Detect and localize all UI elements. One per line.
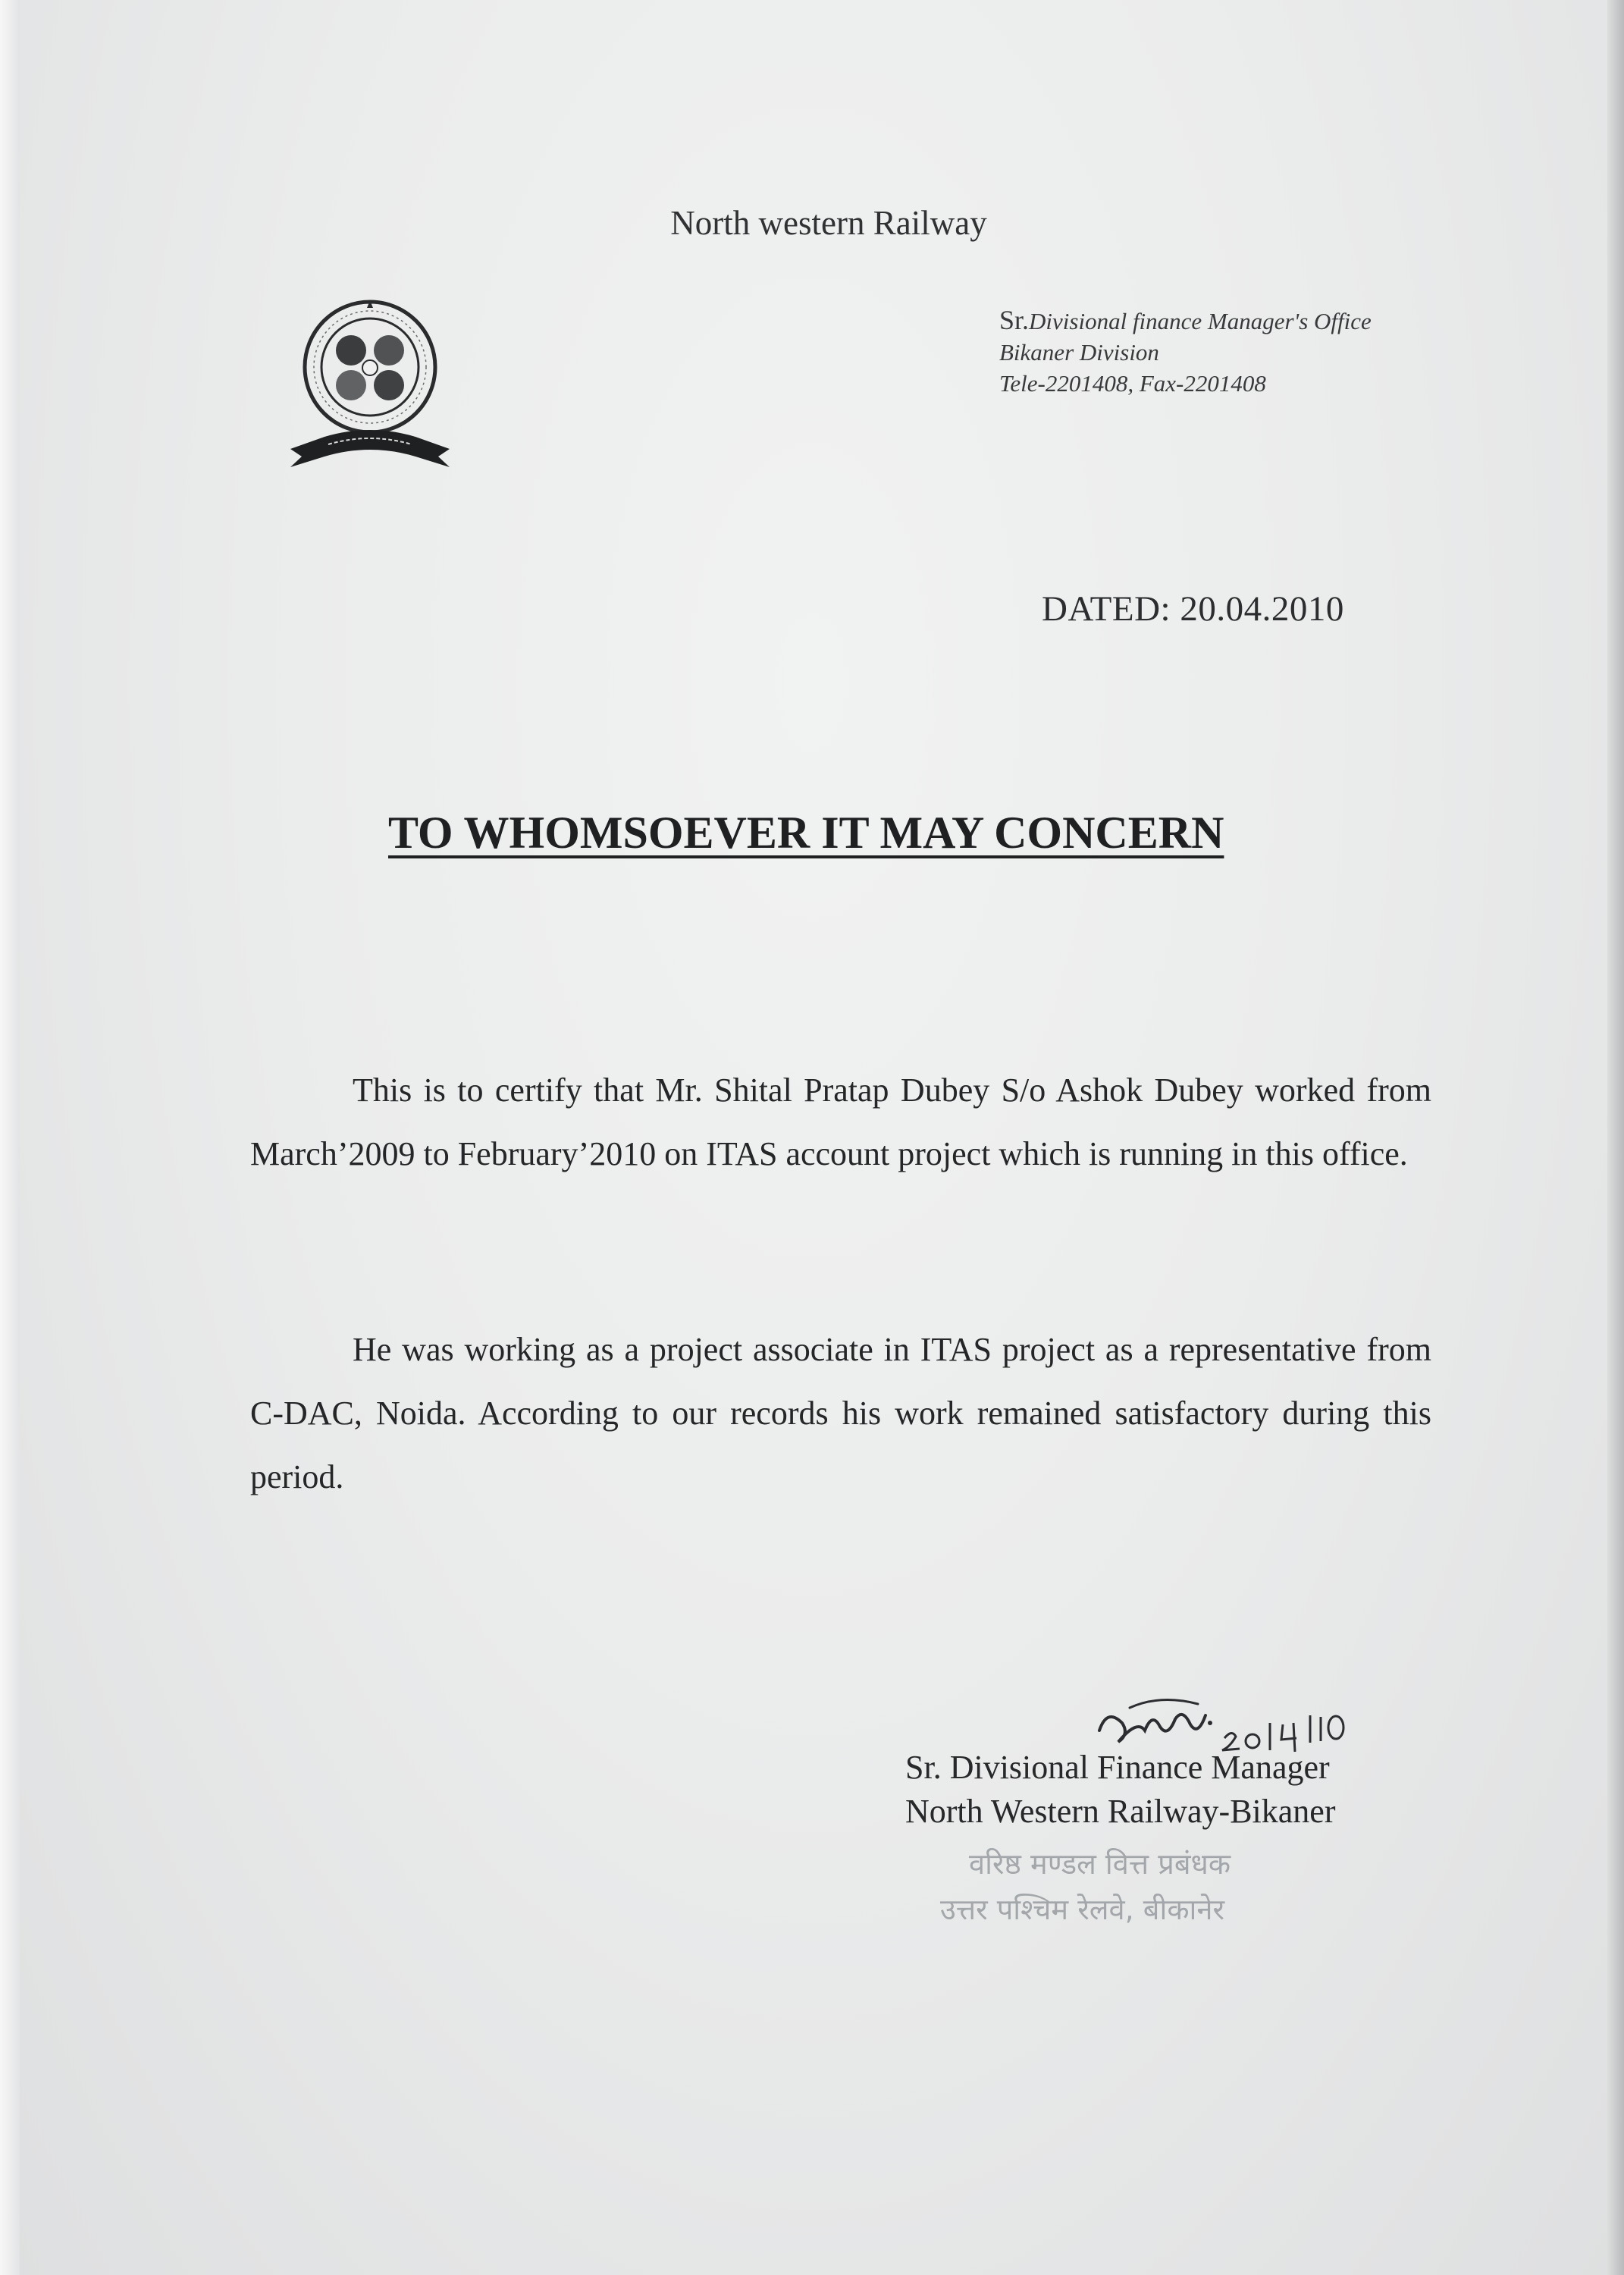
- contact-numbers: Tele-2201408, Fax-2201408: [999, 370, 1266, 397]
- stamp-line-2: उत्तर पश्चिम रेलवे, बीकानेर: [940, 1893, 1225, 1926]
- stamp-line-1: वरिष्ठ मण्डल वित्त प्रबंधक: [969, 1847, 1231, 1881]
- signatory-organization: North Western Railway-Bikaner: [905, 1793, 1336, 1830]
- letter-heading: TO WHOMSOEVER IT MAY CONCERN: [388, 808, 1224, 858]
- office-address-block: [999, 305, 1372, 399]
- indian-railways-emblem-icon: [279, 288, 461, 493]
- signatory-block: [905, 1746, 1336, 1834]
- body-paragraph-2: He was working as a project associate in ITAS project as a representative from C-DAC, Noida. According to our records his work remained satisfactory during this period.: [250, 1331, 1431, 1495]
- letter-date: DATED: 20.04.2010: [1042, 589, 1344, 629]
- organization-name: North western Railway: [670, 204, 987, 242]
- body-paragraph-1: This is to certify that Mr. Shital Pratap Dubey S/o Ashok Dubey worked from March’2009 to February’2010 on ITAS account project which is running in this office.: [250, 1072, 1431, 1172]
- official-stamp: [940, 1841, 1231, 1932]
- paper-edge-left: [0, 0, 20, 2275]
- paper-edge-right: [1607, 0, 1624, 2275]
- signatory-designation: Sr. Divisional Finance Manager: [905, 1749, 1330, 1786]
- office-name: Sr.Divisional finance Manager's Office: [999, 305, 1372, 335]
- division-name: Bikaner Division: [999, 339, 1159, 366]
